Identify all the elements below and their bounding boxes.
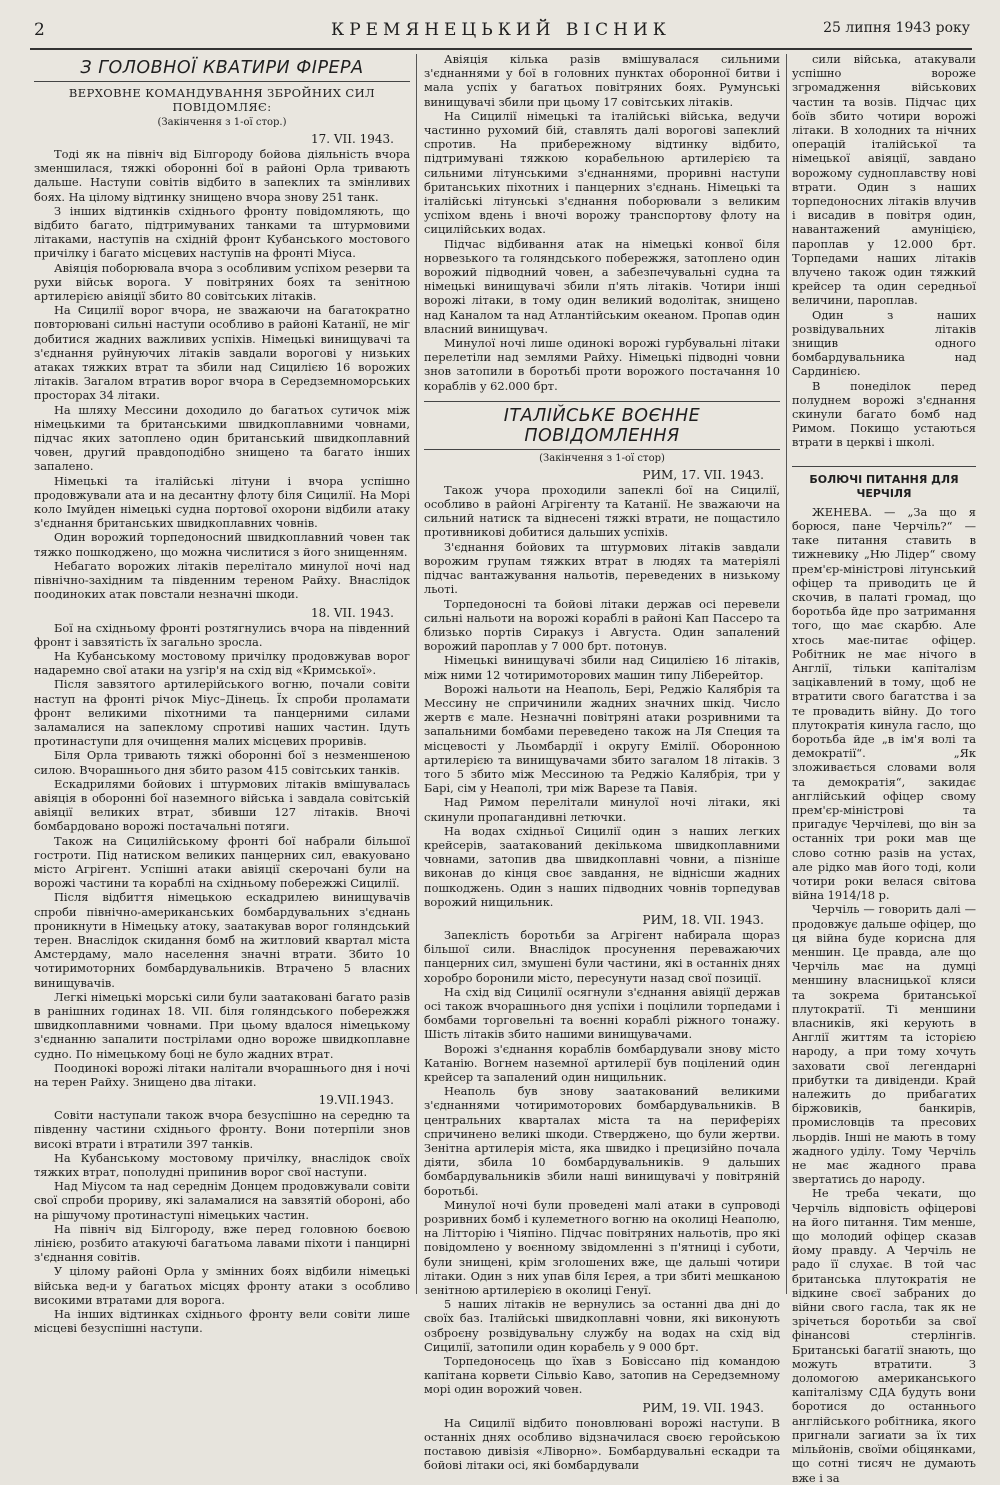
paragraph: Не треба чекати, що Черчіль відповість офіцерові на його питання. Тим менше, що молодий офіцер сказав йому правду. А Черчіль не радо її слухає. В той час британська плутократія не відкине своєї забраних до війни свого гасла, так як не зрічеться боротьби за свої фінансові стерлінгів. Британські багатії знають, що можуть втратити. З доломогою американського капіталізму СДА будуть вони боротися до останнього англійського робітника, якого пригнали загиати за їх тих мільйонів, своїми обіцянками, що сотні тисяч не думають вже і за bbox=[792, 1186, 976, 1485]
continuation-note: (Закінчення з 1-ої стор) bbox=[539, 452, 665, 464]
paragraph: На Кубанському мостовому причілку, внаслідок своїх тяжких втрат, пополудні припинив ворог свої наступи. bbox=[34, 1150, 410, 1180]
paragraph: Ескадрилями бойових і штурмових літаків вмішувалась авіяція в оборонні бої наземного війська і завдала совітській авіяції великих втрат, збивши 127 літаків. Вночі бомбардовано ворожі постачальні потяги. bbox=[34, 776, 410, 834]
paragraph: Совіти наступали також вчора безуспішно на середню та південну частини східнього фронту. Вони потерпіли знов високі втрати і втратили 397 танків. bbox=[34, 1108, 410, 1151]
dateline: РИМ, 17. VII. 1943. bbox=[642, 467, 764, 482]
page-number: 2 bbox=[34, 20, 45, 40]
paragraph: ЖЕНЕВА. — „За що я борюся, пане Черчіль?“ — таке питання ставить в тижневику „Ню Лідер“ свому прем'єр-міністрові літунський офіцер та приводить це й скочив, в палаті громад, що боротьба йде про затримання того, що має скарбю. Але хтось має-питає офіцер. Робітник не має нічого в Англії, тільки капіталізм зацікавлений в тому, щоб не втратити свого багатства і за те провадить війну. До того плутократія кинула гасло, що боротьба йде „в ім'я волі та демократії“. „Як зложивається словами воля та демократія“, закидає англійський офіцер свому прем'єр-міністрові та пригадує Черчілеві, що він за останніх три роки мав ще слово сотню разів на устах, але рідко мав його тоді, коли чотири роки велася світова війна 1914/18 р. bbox=[792, 504, 976, 903]
paragraph: Поодинокі ворожі літаки налітали вчорашнього дня і ночі на терен Райху. Знищено два літаки. bbox=[34, 1060, 410, 1089]
paragraph: Також учора проходили запеклі бої на Сицилії, особливо в районі Агрігенту та Катанії. Не зважаючи на сильний натиск та віднесені тяжкі втрати, не пощастило противникові добитися дальших успіхів. bbox=[424, 482, 780, 540]
paragraph: Бої на східньому фронті розтягнулись вчора на південний фронт і завзятість їх загально зросла. bbox=[34, 620, 410, 649]
continuation-note: (Закінчення з 1-ої стор.) bbox=[157, 117, 287, 128]
article-title-italian-report: ІТАЛІЙСЬКЕ ВОЄННЕ ПОВІДОМЛЕННЯ bbox=[424, 401, 780, 450]
paragraph: В понеділок перед полуднем ворожі з'єднання скинули багато бомб над Римом. Покищо устаються втрати в церкві і школі. bbox=[792, 378, 976, 450]
paragraph: У цілому районі Орла у змінних боях відбили німецькі війська вед-и у багатьох місцях фронту атаки з особливо високими втратами для ворога. bbox=[34, 1264, 410, 1307]
paragraph: Один ворожий торпедоносний швидкоплавний човен так тяжко пошкоджено, що можна числитися з його знищенням. bbox=[34, 530, 410, 559]
column-2 bbox=[424, 52, 780, 1473]
column-divider bbox=[786, 54, 787, 1294]
dateline: 18. VII. 1943. bbox=[310, 605, 394, 620]
paragraph: Один з наших розвідувальних літаків знищив одного бомбардувальника над Сардинією. bbox=[792, 307, 976, 379]
paragraph: Небагато ворожих літаків перелітало минулої ночі над північно-західним та південним тереном Райху. Внаслідок поодиноких атак повстали незначні шкоди. bbox=[34, 558, 410, 602]
paragraph: Авіяція поборювала вчора з особливим успіхом резерви та рухи військ ворога. У повітряних боях та зенітною артилерією авіяції збито 80 совітських літаків. bbox=[34, 260, 410, 304]
paragraph: На водах східньої Сицилії один з наших легких крейсерів, заатакований декількома швидкоплавними човнами, затопив два швидкоплавні човни, а пізніше виконав до кінця своє завдання, не віднісши жадних пошкоджень. Один з наших підводних човнів торпедував ворожий нищильник. bbox=[424, 823, 780, 909]
column-1 bbox=[34, 52, 410, 1336]
paragraph: сили війська, атакували успішно вороже згромадження військових частин та возів. Підчас цих боїв збито чотири ворожі літаки. В холодних та нічних операцій італійської та німецької авіяції, завдано ворожому судноплавству нові втрати. Один з наших торпедоносних літаків влучив і висадив в повітря один, навантажений амуніцією, пароплав у 12.000 брт. Торпедами наших літаків влучено також один тяжкий крейсер та один середньої величини, пароплав. bbox=[792, 52, 976, 308]
paragraph: Після завзятого артилерійського вогню, почали совіти наступ на фронті річок Міус–Дінець. Їх спроби проламати фронт великими піхотними та панцерними силами заламалися на запеклому спротиві наших частин. Ідуть протинаступи для очищення малих місцевих проривів. bbox=[34, 677, 410, 749]
paragraph: Над Римом перелітали минулої ночі літаки, які скинули пропагандивні летючки. bbox=[424, 795, 780, 824]
paragraph: Авіяція кілька разів вмішувалася сильними з'єднаннями у бої в головних пунктах оборонної битви і мала успіх у багатьох повітряних боях. Румунські винищувачі збили при цьому 17 совітських літаків. bbox=[424, 52, 780, 109]
paragraph: На Кубанському мостовому причілку продовжував ворог надаремно свої атаки на узгір'я на схід від «Кримської». bbox=[34, 648, 410, 678]
paragraph: Також на Сицилійському фронті бої набрали більшої гостроти. Під натиском великих панцерних сил, евакуовано місто Агрігент. Успішні атаки авіяції скерочані були на ворожі частини та кораблі на східньому побережжі Сицилії. bbox=[34, 833, 410, 891]
paragraph: Біля Орла тривають тяжкі оборонні бої з незменшеною силою. Вчорашнього дня збито разом 415 совітських танків. bbox=[34, 748, 410, 777]
issue-date: 25 липня 1943 року bbox=[823, 20, 970, 36]
paragraph: Запеклість боротьби за Агрігент набирала щораз більшої сили. Внаслідок просунення переважаючих панцерних сил, змушені були частини, які в останніх днях хоробро боронили місто, пересунути назад свої позиції. bbox=[424, 927, 780, 985]
paragraph: Над Міусом та над середнім Донцем продовжували совіти свої спроби прориву, які заламалися на завзятій обороні, або на рішучому протинаступі німецьких частин. bbox=[34, 1179, 410, 1222]
paragraph: На схід від Сицилії осягнули з'єднання авіяції держав осі також вчорашнього дня успіхи і поцілили торпедами і бомбами торговельні та воєнні кораблі ріжного тонажу. Шість літаків збито нашими винищувачами. bbox=[424, 984, 780, 1042]
newspaper-title: КРЕМЯНЕЦЬКИЙ ВІСНИК bbox=[331, 20, 671, 40]
paragraph: Тоді як на північ від Білгороду бойова діяльність вчора зменшилася, тяжкі оборонні бої в районі Орла тривають дальше. Наступи совітів відбито в запеклих та змінливих боях. На цілому відтинку знищено вчора знову 251 танк. bbox=[34, 147, 410, 204]
paragraph: Торпедоносні та бойові літаки держав осі перевели сильні нальоти на ворожі кораблі в районі Кап Пассеро та близько портів Сиракуз і Августа. Один запалений ворожий пароплав у 7 000 брт. потонув. bbox=[424, 596, 780, 654]
paragraph: 5 наших літаків не вернулись за останні два дні до своїх баз. Італійські швидкоплавні човни, які виконують озброєну розвідувальну службу на водах на схід від Сицилії, затопили один корабель у 9 000 брт. bbox=[424, 1297, 780, 1354]
paragraph: З інших відтинків східнього фронту повідомляють, що відбито багато, підтримуваних танками та штурмовими літаками, наступів на східній фронт Кубанського мостового причілку і багато місцевих наступів на фронті Міуса. bbox=[34, 203, 410, 261]
paragraph: Черчіль — говорить далі — продовжує дальше офіцер, що ця війна буде корисна для меншин. Це правда, але що Черчіль має на думці меншину власницької кляси та зокрема британської плутократії. Ті меншини власників, які керують в Англії життям та історією народу, а при тому хочуть заховати свої легендарні прибутки та дивіденди. Край належить до прибагатих біржовиків, банкирів, промисловців та пресових льордів. Інші не мають в тому жадного уділу. Тому Черчіль не має жадного права звертатись до народу. bbox=[792, 902, 976, 1187]
paragraph: На Сицилії німецькі та італійські війська, ведучи частинно рухомий бій, ставлять далі ворогові запеклий спротив. На прибережному відтинку відбито, підтримувані тяжкою корабельною артилерією та сильними літунськими з'єднаннями, проривні наступи британських піхотних і панцерних з'єднань. Німецькі та італійські літунські з'єднання поборювали з великим успіхом вдень і вночі ворожу транспортову флоту на сицилійських водах. bbox=[424, 108, 780, 237]
paragraph: Минулої ночі лише одинокі ворожі гурбувальні літаки перелетіли над землями Райху. Німецькі підводні човни знов затопили в боротьбі проти ворожого постачання 10 кораблів у 62.000 брт. bbox=[424, 336, 780, 393]
article-title-fuehrer-hq: З ГОЛОВНОЇ КВАТИРИ ФІРЕРА bbox=[34, 58, 410, 82]
dateline: 19.VII.1943. bbox=[318, 1093, 394, 1108]
paragraph: Минулої ночі були проведені малі атаки в супроводі розривних бомб і кулеметного вогню на околиці Неаполю, на Літторію і Чіяпіно. Підчас повітряних нальотів, про які повідомлено у воєнному звідомленні з п'ятниці і суботи, були знищені, крім зголошених вже, ще дальші чотири літаки. Один з них упав біля Ієрея, а три збиті мешканою зенітною артилерією в околиці Генуї. bbox=[424, 1197, 780, 1298]
article-title-churchill: БОЛЮЧІ ПИТАННЯ ДЛЯ ЧЕРЧІЛЯ bbox=[792, 466, 976, 501]
paragraph: Підчас відбивання атак на німецькі конвої біля норвезького та голяндського побережжя, затоплено один ворожий підводний човен, а забезпечувальні судна та німецькі винищувачі збили п'ять літаків. Чотири інші ворожі літаки, в тому один великий водолітак, знищено над Каналом та над Атлантійським океаном. Пропав один власний винищувач. bbox=[424, 236, 780, 336]
paragraph: Ворожі з'єднання кораблів бомбардували знову місто Катанію. Вогнем наземної артилерії був поцілений один крейсер та запалений один нищильник. bbox=[424, 1041, 780, 1084]
paragraph: На північ від Білгороду, вже перед головною боєвою лінією, розбито атакуючі багатьома лавами піхоти і панцирні з'єднання совітів. bbox=[34, 1221, 410, 1265]
paragraph: Після відбиття німецькою ескадрилею винищувачів спроби північно-американських бомбардувальних з'єднань проникнути в Німецьку атоку, заатакував ворог голяндський терен. Внаслідок скидання бомб на житловий квартал міста Амстердаму, мало населення значні втрати. Збито 10 чотиримоторних бомбардувальників. Втрачено 5 власних винищувачів. bbox=[34, 890, 410, 990]
column-divider bbox=[416, 54, 417, 1294]
paragraph: На Сицилії ворог вчора, не зважаючи на багатократно повторювані сильні наступи особливо в районі Катанії, не міг добитися жадних важливих успіхів. Німецькі винищувачі та з'єднання руйнуючих літаків завдали ворогові у низьких атаках тяжких втрат та збили над Сицилією 16 ворожих літаків. Загалом втратив ворог вчора в Середземноморських просторах 34 літаки. bbox=[34, 303, 410, 403]
article-subtitle: ВЕРХОВНЕ КОМАНДУВАННЯ ЗБРОЙНИХ СИЛ ПОВІДОМЛЯЄ: bbox=[68, 86, 376, 114]
dateline: 17. VII. 1943. bbox=[310, 132, 394, 146]
paragraph: Легкі німецькі морські сили були заатаковані багато разів в ранішних годинах 18. VII. біля голяндського побережжя швидкоплавними човнами. При цьому вдалося німецькому з'єднанню запалити пострілами одно вороже швидкоплавне судно. По німецькому боці не було жадних втрат. bbox=[34, 989, 410, 1061]
paragraph: Німецькі винищувачі збили над Сицилією 16 літаків, між ними 12 чотиримоторових машин типу Ліберейтор. bbox=[424, 653, 780, 682]
paragraph: На шляху Мессини доходило до багатьох сутичок між німецькими та британськими швидкоплавними човнами, підчас яких затоплено один британський швидкоплавний човен, другий правдоподібно знищено та багато інших запалено. bbox=[34, 402, 410, 474]
dateline: РИМ, 18. VII. 1943. bbox=[642, 912, 764, 927]
dateline: РИМ, 19. VII. 1943. bbox=[642, 1400, 764, 1415]
paragraph: На інших відтинках східнього фронту вели совіти лише місцеві безуспішні наступи. bbox=[34, 1307, 410, 1336]
page-header bbox=[30, 18, 972, 50]
paragraph: Неаполь був знову заатакований великими з'єднаннями чотиримоторових бомбардувальників. В центральних кварталах міста та на периферіях спричинено великі шкоди. Стверджено, що були жертви. Зенітна артилерія міста, яка швидко і прецизійно почала діяти, збила 10 бомбардувальників. 9 дальших бомбардувальників збили наші винищувачі у повітряній боротьбі. bbox=[424, 1084, 780, 1198]
paragraph: З'єднання бойових та штурмових літаків завдали ворожим групам тяжких втрат в людях та матеріялі підчас вантажування нальотів, переведених в низькому льоті. bbox=[424, 539, 780, 597]
paragraph: Німецькі та італійські літуни і вчора успішно продовжували ата и на десантну флоту біля Сицилії. На Морі коло Імуйден німецькі судна портової охорони відбили атаку з'єднання британських швидкоплавних човнів. bbox=[34, 473, 410, 531]
paragraph: Торпедоносець що їхав з Бовіссано під командою капітана корвети Сільвіо Каво, затопив на Середземному морі один ворожий човен. bbox=[424, 1354, 780, 1397]
paragraph: На Сицилії відбито поновлювані ворожі наступи. В останніх днях особливо відзначилася своєю геройською поставою дивізія «Ліворно». Бомбардувальні ескадри та бойові літаки осі, які бомбардували bbox=[424, 1415, 780, 1473]
column-3 bbox=[792, 52, 976, 1485]
paragraph: Ворожі нальоти на Неаполь, Бері, Реджіо Калябрія та Мессину не спричинили жадних значних шкід. Число жертв є мале. Незначні повітряні атаки розривними та запальними бомбами переведено також на Ля Специя та місцевості у Льомбардії і округу Емілії. Оборонною артилерією та винищувачами збито загалом 18 літаків. З того 5 збито між Мессиною та Реджіо Калябрія, три у Барі, сім у Неаполі, три між Варезе та Павія. bbox=[424, 681, 780, 796]
